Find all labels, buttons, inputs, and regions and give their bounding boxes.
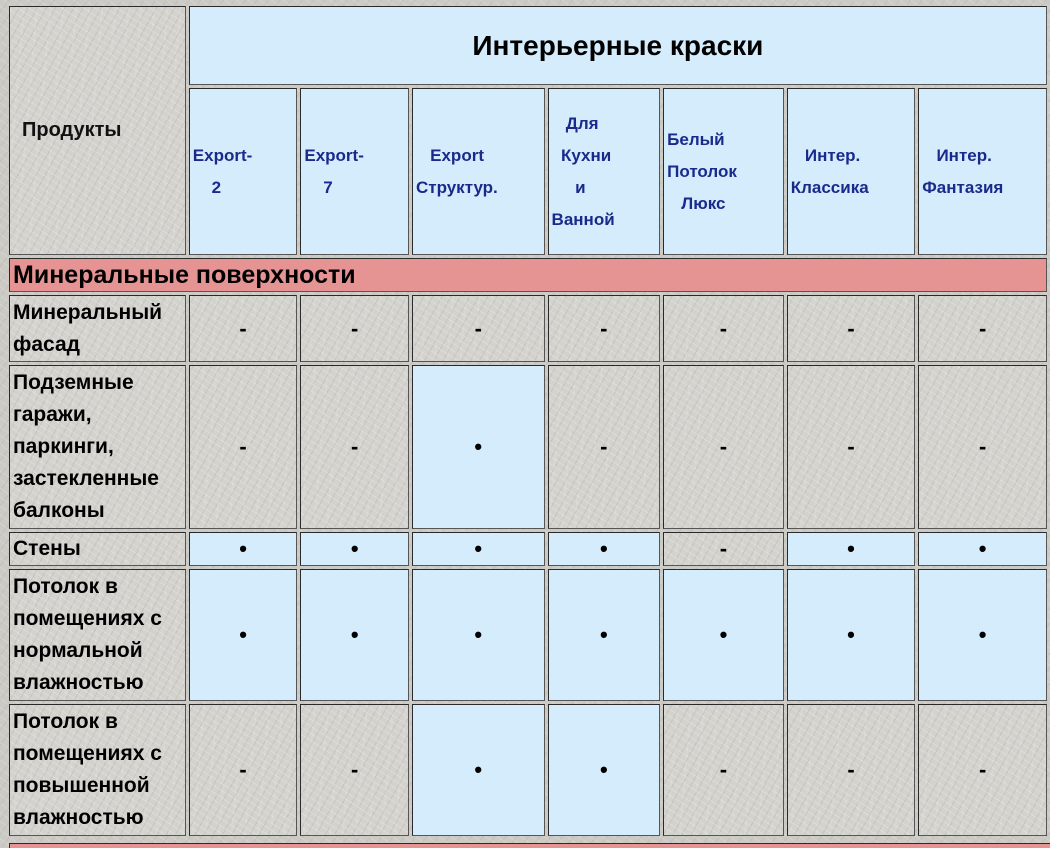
- availability-cell: -: [663, 704, 784, 836]
- table-title-text: Интерьерные краски: [472, 29, 764, 61]
- availability-cell: •: [663, 569, 784, 701]
- availability-cell: -: [787, 295, 916, 362]
- table-row: [9, 365, 1047, 529]
- product-header-3[interactable]: [412, 88, 545, 255]
- product-name-line: Люкс: [667, 193, 726, 213]
- availability-cell: •: [412, 365, 545, 529]
- product-name-line: Export: [415, 145, 484, 165]
- availability-cell: •: [918, 532, 1047, 566]
- product-header-1[interactable]: [189, 88, 298, 255]
- availability-cell: •: [787, 569, 916, 701]
- availability-cell: •: [548, 532, 661, 566]
- product-name-line: Интер.: [922, 145, 992, 165]
- availability-cell: -: [300, 704, 409, 836]
- product-header-6[interactable]: [787, 88, 916, 255]
- row-label: Потолок в помещениях с нормальной влажностью: [9, 569, 186, 701]
- availability-cell: •: [189, 532, 298, 566]
- row-label: Стены: [9, 532, 186, 566]
- product-name-line: 2: [192, 177, 222, 197]
- product-name-line: и: [551, 177, 586, 197]
- product-name-line: Export-: [192, 145, 253, 165]
- availability-cell: -: [663, 532, 784, 566]
- availability-cell: -: [918, 295, 1047, 362]
- product-name-line: 7: [304, 177, 333, 197]
- availability-cell: -: [189, 365, 298, 529]
- product-name-line: Структур.: [415, 177, 498, 197]
- availability-cell: -: [189, 704, 298, 836]
- product-name-line: Интер.: [790, 145, 861, 165]
- product-name-line: Белый: [667, 129, 725, 149]
- table-row: [9, 295, 1047, 362]
- product-header-4[interactable]: [548, 88, 661, 255]
- availability-cell: -: [663, 365, 784, 529]
- availability-cell: •: [412, 569, 545, 701]
- availability-cell: -: [787, 704, 916, 836]
- availability-cell: -: [300, 295, 409, 362]
- row-label: Подземные гаражи, паркинги, застекленные балконы: [9, 365, 186, 529]
- product-name-line: Ванной: [551, 209, 615, 229]
- section-header: [9, 258, 1047, 292]
- corner-label: [9, 6, 186, 255]
- availability-cell: •: [300, 569, 409, 701]
- row-label: Потолок в помещениях с повышенной влажностью: [9, 704, 186, 836]
- next-section-strip: [9, 843, 1050, 848]
- availability-cell: -: [300, 365, 409, 529]
- product-name-line: Классика: [790, 177, 869, 197]
- availability-cell: •: [189, 569, 298, 701]
- availability-cell: •: [548, 704, 661, 836]
- product-header-2[interactable]: [300, 88, 409, 255]
- availability-cell: -: [663, 295, 784, 362]
- product-name-line: Для: [551, 113, 599, 133]
- availability-cell: •: [412, 532, 545, 566]
- availability-cell: -: [412, 295, 545, 362]
- availability-cell: •: [300, 532, 409, 566]
- availability-cell: -: [918, 704, 1047, 836]
- product-name-line: Фантазия: [922, 177, 1004, 197]
- table-title: [189, 6, 1047, 85]
- availability-cell: •: [787, 532, 916, 566]
- product-name-line: Кухни: [551, 145, 612, 165]
- table-row: [9, 569, 1047, 701]
- product-name-line: Потолок: [667, 161, 737, 181]
- row-label: Минеральный фасад: [9, 295, 186, 362]
- availability-cell: •: [918, 569, 1047, 701]
- availability-cell: -: [548, 365, 661, 529]
- availability-cell: •: [548, 569, 661, 701]
- table-row: [9, 532, 1047, 566]
- availability-cell: -: [548, 295, 661, 362]
- availability-cell: -: [189, 295, 298, 362]
- product-name-line: Export-: [304, 145, 364, 165]
- paints-comparison-table: [6, 3, 1050, 839]
- availability-cell: -: [918, 365, 1047, 529]
- products-label: Продукты: [22, 119, 122, 141]
- section-title: Минеральные поверхности: [13, 260, 356, 289]
- product-header-7[interactable]: [918, 88, 1047, 255]
- product-header-5[interactable]: [663, 88, 784, 255]
- table-row: [9, 704, 1047, 836]
- availability-cell: •: [412, 704, 545, 836]
- availability-cell: -: [787, 365, 916, 529]
